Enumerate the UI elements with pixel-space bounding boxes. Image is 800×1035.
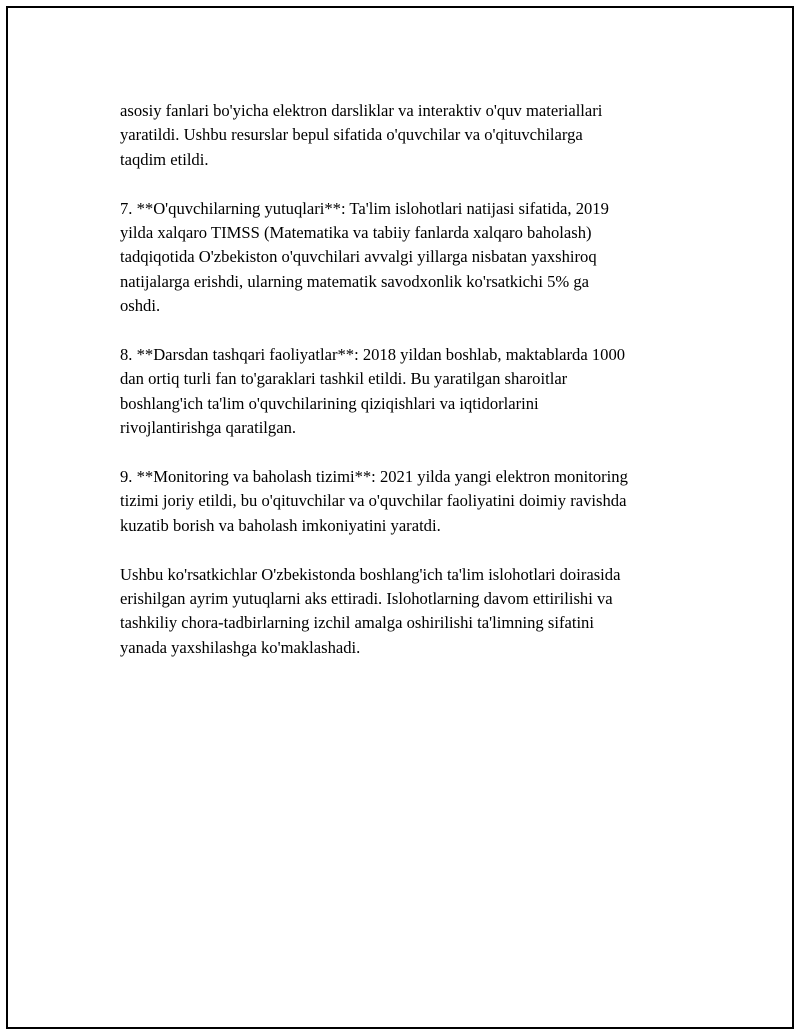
paragraph-resources: asosiy fanlari bo'yicha elektron darsliklar va interaktiv o'quv materiallari yaratildi. Ushbu resurslar bepul sifatida o'quvchilar va o'qituvchilarga taqdim etildi. [120,101,603,169]
paragraph-conclusion: Ushbu ko'rsatkichlar O'zbekistonda boshlang'ich ta'lim islohotlari doirasida erishilgan ayrim yutuqlarni aks ettiradi. Islohotlarning davom ettirilishi va tashkiliy chora-tadbirlarning izchil amalga oshirilishi ta'limning sifatini yanada yaxshilashga ko'maklashadi. [120,564,621,657]
paragraph-student-achievements: 7. **O'quvchilarning yutuqlari**: Ta'lim islohotlari natijasi sifatida, 2019 yilda xalqaro TIMSS (Matematika va tabiiy fanlarda xalqaro baholash) tadqiqotida O'zbekiston o'quvchilari avvalgi yillarga nisbatan yaxshiroq natijalarga erishdi, ularning matematik savodxonlik ko'rsatkichi 5% ga oshdi. [120,198,609,316]
paragraph-extracurricular: 8. **Darsdan tashqari faoliyatlar**: 2018 yildan boshlab, maktablarda 1000 dan ortiq turli fan to'garaklari tashkil etildi. Bu yaratilgan sharoitlar boshlang'ich ta'lim o'quvchilarining qiziqishlari va iqtidorlarini rivojlantirishga qaratilgan. [120,345,626,438]
page-frame [6,6,794,1029]
page-content [120,99,710,685]
paragraph-monitoring: 9. **Monitoring va baholash tizimi**: 2021 yilda yangi elektron monitoring tizimi joriy etildi, bu o'qituvchilar va o'quvchilar faoliyatini doimiy ravishda kuzatib borish va baholash imkoniyatini yaratdi. [120,467,628,535]
